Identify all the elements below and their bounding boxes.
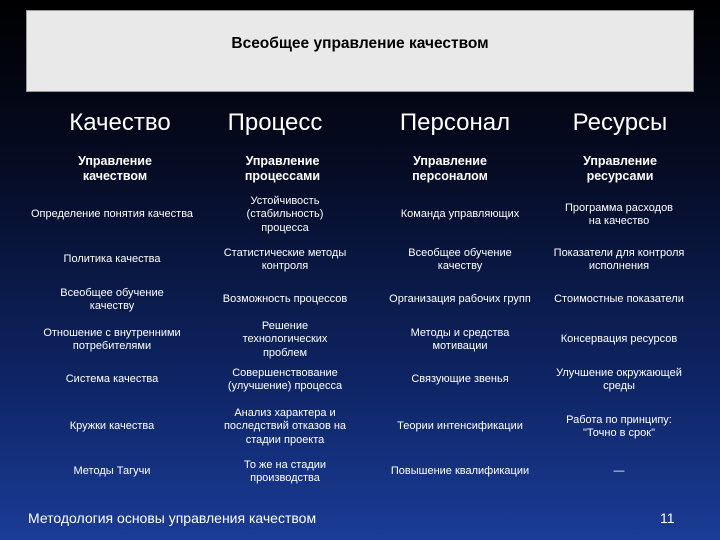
table-cell: Всеобщее обучение качеству: [408, 246, 512, 272]
slide-title: Всеобщее управление качеством: [231, 35, 489, 52]
table-cell: Консервация ресурсов: [560, 333, 678, 346]
column-header-resources: Ресурсы: [572, 109, 668, 136]
table-row: [0, 240, 720, 280]
table-cell: Методы Тагучи: [73, 465, 151, 478]
subheader-resources: Управление ресурсами: [583, 154, 657, 183]
table-row: [0, 280, 720, 320]
table-cell: Анализ характера и последствий отказов на стадии проекта: [223, 406, 347, 446]
table-cell: Система качества: [65, 373, 159, 386]
table-cell: Методы и средства мотивации: [410, 326, 510, 352]
table-cell: Определение понятия качества: [30, 208, 194, 221]
table-cell: Отношение с внутренними потребителями: [43, 326, 181, 352]
footer-text: Методология основы управления качеством: [28, 510, 317, 526]
table-cell: Кружки качества: [69, 420, 155, 433]
column-header-personnel: Персонал: [399, 109, 511, 136]
subheader-process: Управление процессами: [244, 154, 321, 183]
table-cell: Возможность процессов: [222, 293, 348, 306]
table-cell: Команда управляющих: [400, 208, 520, 221]
subheader-personnel: Управление персоналом: [412, 154, 488, 183]
table-row: [0, 400, 720, 454]
table-cell: Решение технологических проблем: [242, 319, 328, 359]
table-cell: Всеобщее обучение качеству: [60, 286, 164, 312]
table-cell: Показатели для контроля исполнения: [553, 246, 685, 272]
table-cell: Теории интенсификации: [397, 420, 523, 433]
table-cell: Совершенствование (улучшение) процесса: [227, 366, 343, 392]
table-cell: Политика качества: [63, 253, 161, 266]
table-cell: Организация рабочих групп: [389, 293, 531, 306]
table-cell: —: [613, 465, 625, 478]
table-cell: Стоимостные показатели: [554, 293, 684, 306]
table-cell: Статистические методы контроля: [223, 246, 347, 272]
table-row: [0, 360, 720, 400]
table-cell: Программа расходов на качество: [564, 201, 674, 227]
table-cell: Повышение квалификации: [390, 465, 530, 478]
table-row: [0, 190, 720, 240]
table-cell: Связующие звенья: [411, 373, 509, 386]
table-cell: Устойчивость (стабильность) процесса: [246, 194, 324, 234]
table-row: [0, 454, 720, 490]
column-headers: [0, 98, 720, 148]
subheader-quality: Управление качеством: [78, 154, 152, 183]
column-header-quality: Качество: [69, 109, 171, 136]
page-number: 11: [660, 510, 675, 526]
table-cell: Работа по принципу: "Точно в срок": [566, 413, 672, 439]
table-cell: Улучшение окружающей среды: [556, 366, 682, 392]
table-row: [0, 320, 720, 360]
column-header-process: Процесс: [227, 109, 323, 136]
table-cell: То же на стадии производства: [243, 458, 327, 484]
title-box: [26, 10, 694, 92]
subheader-row: [0, 148, 720, 190]
